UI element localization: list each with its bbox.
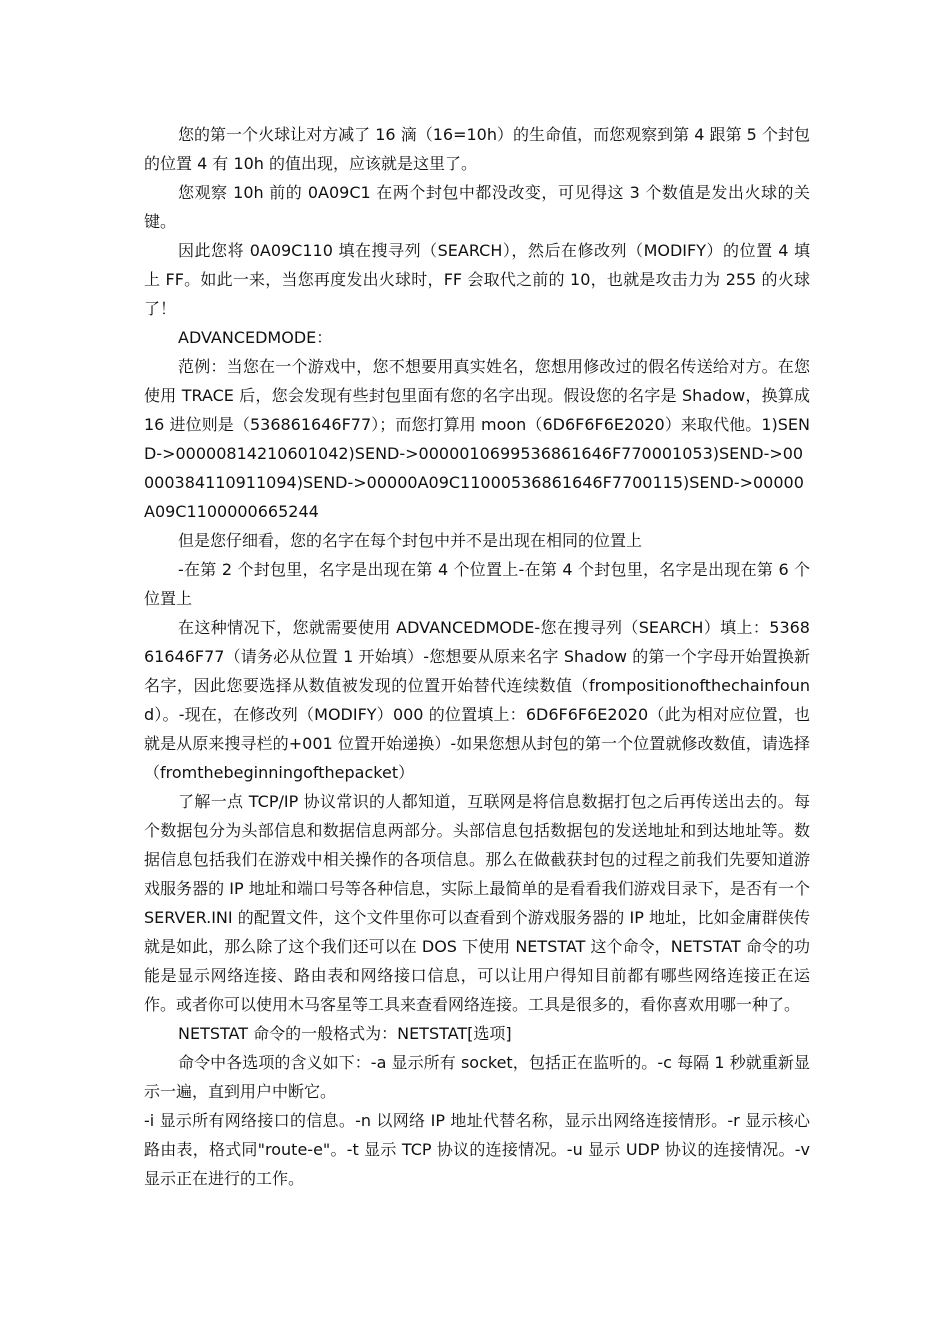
paragraph-search-modify: 因此您将 0A09C110 填在搜寻列（SEARCH），然后在修改列（MODIFY）的位置 4 填上 FF。如此一来，当您再度发出火球时，FF 会取代之前的 10，也就是攻击力为 255 的火球了！: [144, 241, 810, 318]
paragraph-packet-positions: -在第 2 个封包里，名字是出现在第 4 个位置上-在第 4 个封包里，名字是出现在第 6 个位置上: [144, 560, 810, 608]
heading-advanced-mode: ADVANCEDMODE：: [178, 328, 333, 347]
paragraph-example-name: 范例：当您在一个游戏中，您不想要用真实姓名，您想用修改过的假名传送给对方。在您使用 TRACE 后，您会发现有些封包里面有您的名字出现。假设您的名字是 Shadow，换算成 16 进位则是（536861646F77）；而您打算用 moon（6D6F6F6E2020）来取代他。1)SEND->00000814210601042)SEND->0000010699536861646F770001053)SEND->00000384110911094)SEND->00000A09C11000536861646F7700115)SEND->00000A09C1100000665244: [144, 357, 810, 521]
paragraph-netstat-more-options: -i 显示所有网络接口的信息。-n 以网络 IP 地址代替名称，显示出网络连接情形。-r 显示核心路由表，格式同"route-e"。-t 显示 TCP 协议的连接情况。-u 显示 UDP 协议的连接情况。-v 显示正在进行的工作。: [144, 1111, 810, 1188]
paragraph-name-position: 但是您仔细看，您的名字在每个封包中并不是出现在相同的位置上: [178, 531, 643, 550]
paragraph-fireball-damage: 您的第一个火球让对方减了 16 滴（16=10h）的生命值，而您观察到第 4 跟第 5 个封包的位置 4 有 10h 的值出现，应该就是这里了。: [144, 125, 810, 173]
document-body: [144, 120, 810, 1193]
paragraph-advanced-mode-steps: 在这种情况下，您就需要使用 ADVANCEDMODE-您在搜寻列（SEARCH）填上：536861646F77（请务必从位置 1 开始填）-您想要从原来名字 Shadow 的第一个字母开始置换新名字，因此您要选择从数值被发现的位置开始替代连续数值（frompositionofthechainfound）。-现在，在修改列（MODIFY）000 的位置填上：6D6F6F6E2020（此为相对应位置，也就是从原来搜寻栏的+001 位置开始递换）-如果您想从封包的第一个位置就修改数值，请选择（fromthebeginningofthepacket）: [144, 618, 810, 782]
paragraph-netstat-format: NETSTAT 命令的一般格式为：NETSTAT[选项]: [178, 1024, 512, 1043]
paragraph-observe-10h: 您观察 10h 前的 0A09C1 在两个封包中都没改变，可见得这 3 个数值是发出火球的关键。: [144, 183, 810, 231]
paragraph-tcp-ip: 了解一点 TCP/IP 协议常识的人都知道，互联网是将信息数据打包之后再传送出去的。每个数据包分为头部信息和数据信息两部分。头部信息包括数据包的发送地址和到达地址等。数据信息包括我们在游戏中相关操作的各项信息。那么在做截获封包的过程之前我们先要知道游戏服务器的 IP 地址和端口号等各种信息，实际上最简单的是看看我们游戏目录下，是否有一个 SERVER.INI 的配置文件，这个文件里你可以查看到个游戏服务器的 IP 地址，比如金庸群侠传就是如此，那么除了这个我们还可以在 DOS 下使用 NETSTAT 这个命令，NETSTAT 命令的功能是显示网络连接、路由表和网络接口信息，可以让用户得知目前都有哪些网络连接正在运作。或者你可以使用木马客星等工具来查看网络连接。工具是很多的，看你喜欢用哪一种了。: [144, 792, 810, 1014]
paragraph-netstat-options: 命令中各选项的含义如下：-a 显示所有 socket，包括正在监听的。-c 每隔 1 秒就重新显示一遍，直到用户中断它。: [144, 1053, 810, 1101]
